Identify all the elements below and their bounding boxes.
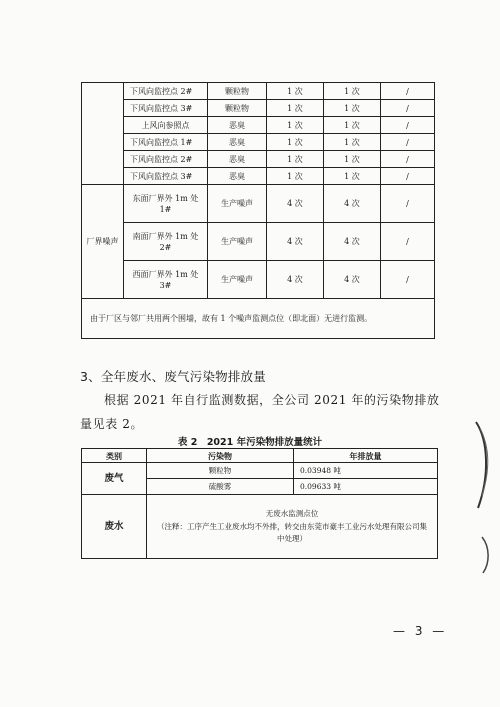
location-cell: 下风向监控点 3# — [124, 168, 208, 185]
table-row — [82, 117, 435, 134]
frequency-cell: 1 次 — [267, 83, 324, 100]
location-cell: 下风向监控点 1# — [124, 134, 208, 151]
header-amount: 年排放量 — [294, 449, 438, 463]
remark-cell: / — [381, 100, 435, 117]
pollutant-cell: 颗粒物 — [208, 100, 267, 117]
frequency-cell: 1 次 — [324, 83, 381, 100]
amount-cell: 0.09633 吨 — [294, 479, 438, 495]
frequency-cell: 1 次 — [324, 168, 381, 185]
table-row — [82, 495, 438, 559]
frequency-cell: 4 次 — [267, 261, 324, 299]
location-cell: 东面厂界外 1m 处 1# — [124, 185, 208, 223]
frequency-cell: 1 次 — [324, 151, 381, 168]
pollutant-cell: 硫酸雾 — [147, 479, 294, 495]
gas-category-cell: 废气 — [82, 463, 147, 495]
remark-cell: / — [381, 223, 435, 261]
table-row — [82, 261, 435, 299]
remark-cell: / — [381, 83, 435, 100]
emissions-table — [81, 448, 438, 559]
table-row — [82, 83, 435, 100]
table-caption: 表 2 2021 年污染物排放量统计 — [177, 437, 323, 448]
frequency-cell: 1 次 — [267, 117, 324, 134]
remark-cell: / — [381, 117, 435, 134]
category-cell-blank — [82, 83, 124, 185]
frequency-cell: 4 次 — [324, 261, 381, 299]
remark-cell: / — [381, 151, 435, 168]
table-row — [82, 463, 438, 479]
remark-cell: / — [381, 261, 435, 299]
table-row — [82, 100, 435, 117]
water-note-cell — [147, 495, 438, 559]
location-cell: 下风向监控点 2# — [124, 83, 208, 100]
location-cell: 下风向监控点 2# — [124, 151, 208, 168]
frequency-cell: 4 次 — [267, 223, 324, 261]
water-note-line: 无废水监测点位 — [265, 509, 319, 518]
binding-mark-icon — [470, 420, 500, 510]
frequency-cell: 4 次 — [324, 223, 381, 261]
frequency-cell: 4 次 — [324, 185, 381, 223]
frequency-cell: 1 次 — [267, 134, 324, 151]
water-note-remark: （注释：工序产生工业废水均不外排，转交由东莞市豪丰工业污水处理有限公司集中处理） — [157, 522, 427, 543]
section-paragraph: 根据 2021 年自行监测数据，全公司 2021 年的污染物排放量见表 2。 — [80, 393, 440, 431]
location-cell: 南面厂界外 1m 处 2# — [124, 223, 208, 261]
pollutant-cell: 恶臭 — [208, 168, 267, 185]
pollutant-cell: 颗粒物 — [147, 463, 294, 479]
table-row — [82, 223, 435, 261]
location-cell: 下风向监控点 3# — [124, 100, 208, 117]
table-header-row — [82, 449, 438, 463]
section-heading: 3、全年废水、废气污染物排放量 — [80, 369, 266, 384]
table-note: 由于厂区与邻厂共用两个围墙，故有 1 个噪声监测点位（即北面）无进行监测。 — [82, 299, 435, 339]
water-category-cell: 废水 — [82, 495, 147, 559]
header-pollutant: 污染物 — [147, 449, 294, 463]
header-category: 类别 — [82, 449, 147, 463]
frequency-cell: 1 次 — [267, 151, 324, 168]
table-row — [82, 168, 435, 185]
frequency-cell: 1 次 — [324, 134, 381, 151]
pollutant-cell: 恶臭 — [208, 134, 267, 151]
location-cell: 上风向参照点 — [124, 117, 208, 134]
pollutant-cell: 恶臭 — [208, 117, 267, 134]
pollutant-cell: 生产噪声 — [208, 223, 267, 261]
remark-cell: / — [381, 168, 435, 185]
pollutant-cell: 生产噪声 — [208, 261, 267, 299]
pollutant-cell: 恶臭 — [208, 151, 267, 168]
pollutant-cell: 颗粒物 — [208, 83, 267, 100]
amount-cell: 0.03948 吨 — [294, 463, 438, 479]
table-row — [82, 185, 435, 223]
frequency-cell: 4 次 — [267, 185, 324, 223]
pollutant-cell: 生产噪声 — [208, 185, 267, 223]
table-row — [82, 134, 435, 151]
remark-cell: / — [381, 134, 435, 151]
frequency-cell: 1 次 — [324, 117, 381, 134]
monitoring-points-table — [81, 82, 435, 339]
page-number: — 3 — — [393, 624, 448, 638]
binding-mark-icon — [478, 535, 500, 575]
noise-category-cell: 厂界噪声 — [82, 185, 124, 299]
frequency-cell: 1 次 — [267, 168, 324, 185]
frequency-cell: 1 次 — [324, 100, 381, 117]
frequency-cell: 1 次 — [267, 100, 324, 117]
remark-cell: / — [381, 185, 435, 223]
table-row — [82, 151, 435, 168]
location-cell: 西面厂界外 1m 处 3# — [124, 261, 208, 299]
table-note-row — [82, 299, 435, 339]
